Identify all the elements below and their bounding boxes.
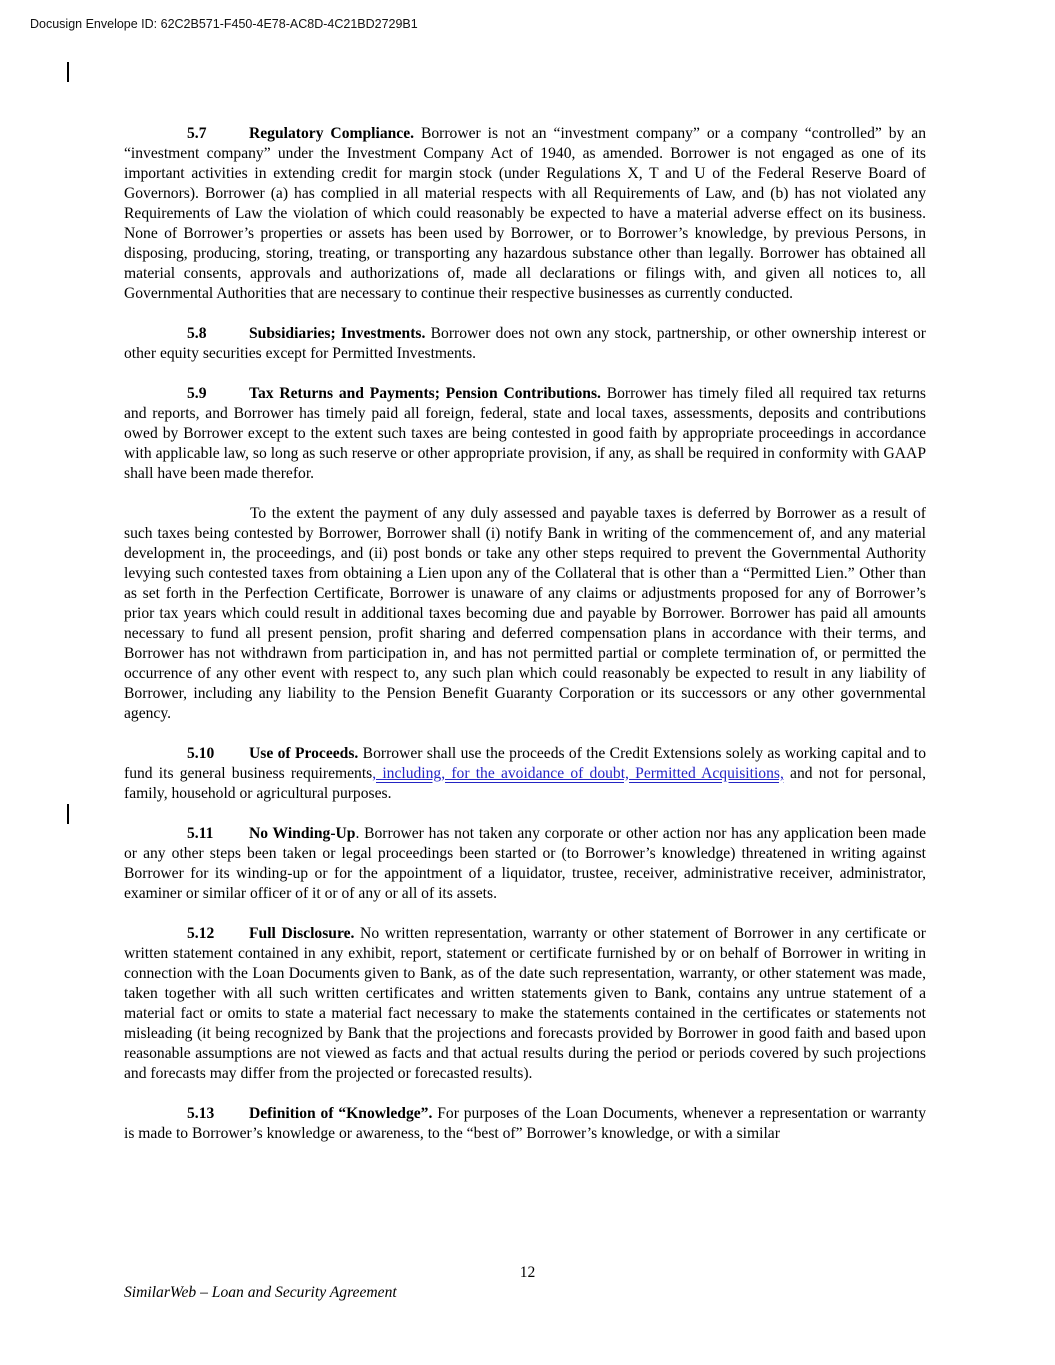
section-text: Borrower shall use the proceeds of the Credit Extensions solely as working capital and to fund its general business requirements xyxy=(124,745,926,782)
section-text: No written representation, warranty or other statement of Borrower in any certificate or written statement contained in any exhibit, report, statement or certificate furnished by or on behalf of Borrower in writing in connection with the Loan Documents given to Bank, as of the date such representation, warranty, or other statement was made, taken together with all such written certificates and written statements given to Bank, contains any untrue statement of a material fact or omits to state a material fact necessary to make the statements contained in the certificates or statements not misleading (it being recognized by Bank that the projections and forecasts provided by Borrower in good faith and based upon reasonable assumptions are not viewed as facts and that actual results during the period or periods covered by such projections and forecasts may differ from the projected or forecasted results). xyxy=(124,925,926,1082)
section-heading: Subsidiaries; Investments. xyxy=(249,325,426,342)
section-number: 5.10 xyxy=(187,745,215,762)
section-number: 5.12 xyxy=(187,925,215,942)
section-heading: Tax Returns and Payments; Pension Contributions. xyxy=(249,385,601,402)
section-5-9-continuation: To the extent the payment of any duly assessed and payable taxes is deferred by Borrower as a result of such taxes being contested by Borrower, Borrower shall (i) notify Bank in writing of the commencement of, and any material development in, the proceedings, and (ii) post bonds or take any other steps required to prevent the Governmental Authority levying such contested taxes from obtaining a Lien upon any of the Collateral that is other than a “Permitted Lien.” Other than as set forth in the Perfection Certificate, Borrower is unaware of any claims or adjustments proposed for any of Borrower’s prior tax years which could result in additional taxes becoming due and payable by Borrower. Borrower has paid all amounts necessary to fund all present pension, profit sharing and deferred compensation plans in accordance with their terms, and Borrower has not withdrawn from participation in, and has not permitted partial or complete termination of, or permitted the occurrence of any other event with respect to, any such plan which could reasonably be expected to result in any liability of Borrower, including any liability to the Pension Benefit Guaranty Corporation or its successors or any other governmental agency. xyxy=(124,505,926,722)
section-5-8 xyxy=(124,324,926,364)
inserted-text: , including, for the avoidance of doubt, Permitted Acquisitions, xyxy=(372,765,784,782)
section-text: Borrower is not an “investment company” or a company “controlled” by an “investment company” under the Investment Company Act of 1940, as amended. Borrower is not engaged as one of its important activities in extending credit for margin stock (under Regulations X, T and U of the Federal Reserve Board of Governors). Borrower (a) has complied in all material respects with all Requirements of Law, and (b) has not violated any Requirements of Law the violation of which could reasonably be expected to have a material adverse effect on its business. None of Borrower’s properties or assets has been used by Borrower, or to Borrower’s knowledge, by previous Persons, in disposing, producing, storing, treating, or transporting any hazardous substance other than legally. Borrower has obtained all material consents, approvals and authorizations of, made all declarations or filings with, and given all notices to, all Governmental Authorities that are necessary to continue their respective businesses as currently conducted. xyxy=(124,125,926,302)
section-text: . Borrower has not taken any corporate or other action nor has any application been made or any other steps been taken or legal proceedings been started or (to Borrower’s knowledge) threatened in writing against Borrower for its winding-up or for the appointment of a liquidator, trustee, receiver, administrative receiver, administrator, examiner or similar officer of it or of any or all of its assets. xyxy=(124,825,926,902)
section-5-7 xyxy=(124,124,926,304)
section-number: 5.9 xyxy=(187,385,207,402)
docusign-envelope-id: Docusign Envelope ID: 62C2B571-F450-4E78-AC8D-4C21BD2729B1 xyxy=(30,17,418,31)
section-5-13 xyxy=(124,1104,926,1144)
section-5-11 xyxy=(124,824,926,904)
section-heading: Regulatory Compliance. xyxy=(249,125,415,142)
section-5-9 xyxy=(124,384,926,484)
section-number: 5.13 xyxy=(187,1105,215,1122)
section-number: 5.7 xyxy=(187,125,207,142)
section-heading: Use of Proceeds. xyxy=(249,745,359,762)
section-heading: No Winding-Up xyxy=(249,825,356,842)
document-body xyxy=(124,124,926,1164)
section-number: 5.11 xyxy=(187,825,214,842)
page-number: 12 xyxy=(519,1264,536,1281)
section-number: 5.8 xyxy=(187,325,207,342)
change-bar xyxy=(67,804,69,824)
section-heading: Definition of “Knowledge”. xyxy=(249,1105,433,1122)
section-text: Borrower has timely filed all required tax returns and reports, and Borrower has timely paid all foreign, federal, state and local taxes, assessments, deposits and contributions owed by Borrower except to the extent such taxes are being contested in good faith by appropriate proceedings in accordance with applicable law, so long as such reserve or other appropriate provision, if any, as shall be required in conformity with GAAP shall have been made therefor. xyxy=(124,385,926,482)
section-5-10 xyxy=(124,744,926,804)
section-text: For purposes of the Loan Documents, whenever a representation or warranty is made to Borrower’s knowledge or awareness, to the “best of” Borrower’s knowledge, or with a similar xyxy=(124,1105,927,1142)
section-heading: Full Disclosure. xyxy=(249,925,355,942)
section-text: and not for personal, family, household or agricultural purposes. xyxy=(124,765,926,802)
section-5-12 xyxy=(124,924,926,1084)
section-text: Borrower does not own any stock, partnership, or other ownership interest or other equity securities except for Permitted Investments. xyxy=(124,325,926,362)
change-bar xyxy=(67,62,69,82)
document-footer: SimilarWeb – Loan and Security Agreement xyxy=(124,1284,397,1301)
